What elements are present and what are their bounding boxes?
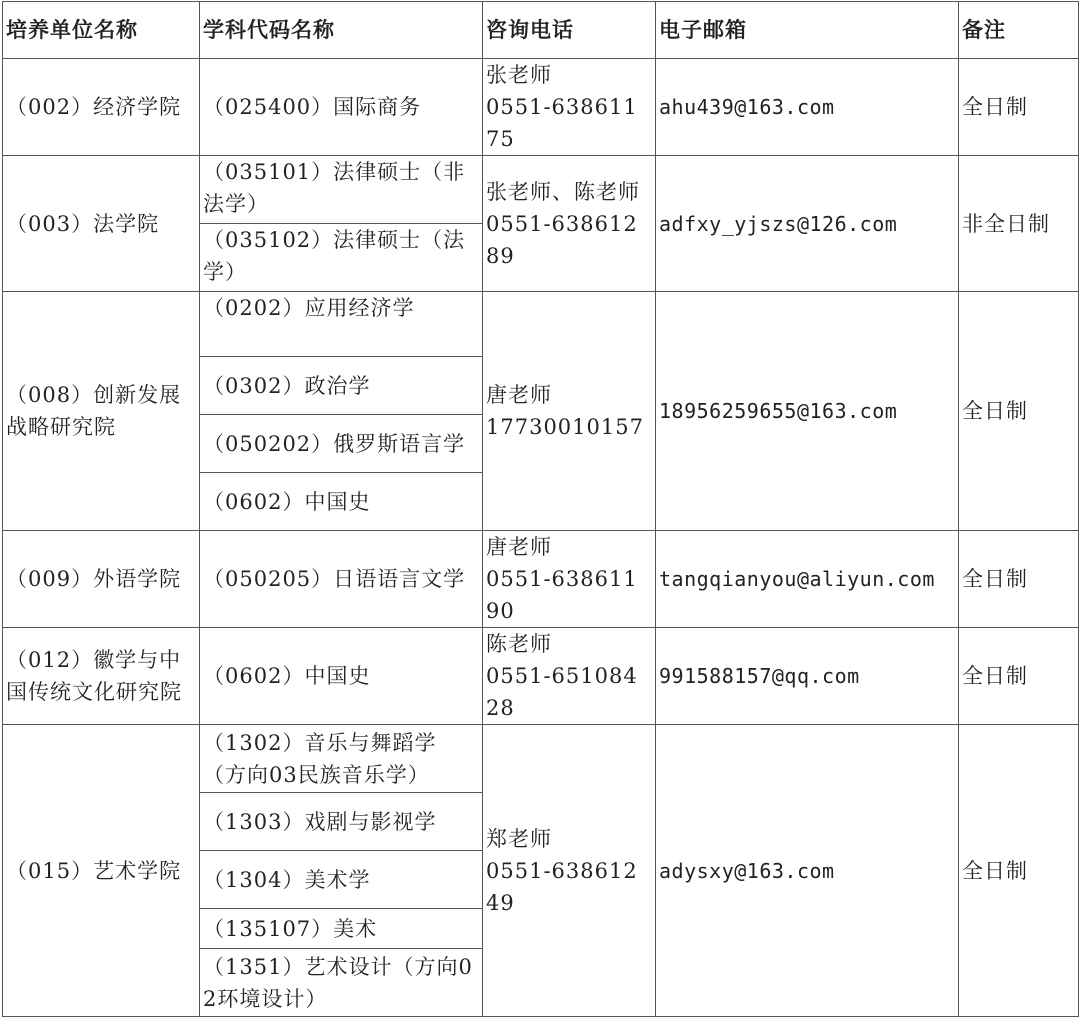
contact-table	[2, 1, 1079, 1017]
table-row	[3, 531, 1079, 628]
header-phone: 咨询电话	[483, 2, 656, 59]
table-row	[3, 725, 1079, 793]
phone-cell	[483, 156, 656, 292]
note-cell: 全日制	[959, 628, 1079, 725]
subject-cell: （050205）日语语言文学	[200, 531, 483, 628]
note-cell: 非全日制	[959, 156, 1079, 292]
subject-cell: （1351）艺术设计（方向02环境设计）	[200, 949, 483, 1017]
subject-cell: （135107）美术	[200, 909, 483, 949]
note-cell: 全日制	[959, 531, 1079, 628]
header-subject: 学科代码名称	[200, 2, 483, 59]
phone-cell	[483, 725, 656, 1017]
note-cell: 全日制	[959, 725, 1079, 1017]
header-email: 电子邮箱	[656, 2, 959, 59]
phone-number: 17730010157	[486, 415, 644, 439]
contact-name: 郑老师	[486, 826, 552, 851]
table-row	[3, 292, 1079, 357]
subject-cell: （050202）俄罗斯语言学	[200, 415, 483, 473]
phone-number: 0551-63861175	[486, 95, 638, 151]
subject-cell: （0302）政治学	[200, 357, 483, 415]
note-cell: 全日制	[959, 292, 1079, 531]
table-row	[3, 628, 1079, 725]
subject-cell: （1302）音乐与舞蹈学（方向03民族音乐学）	[200, 725, 483, 793]
subject-cell: （025400）国际商务	[200, 59, 483, 156]
unit-cell: （002）经济学院	[3, 59, 200, 156]
email-cell: ahu439@163.com	[656, 59, 959, 156]
phone-number: 0551-65108428	[486, 664, 638, 720]
unit-cell: （015）艺术学院	[3, 725, 200, 1017]
header-note: 备注	[959, 2, 1079, 59]
phone-cell	[483, 59, 656, 156]
phone-number: 0551-63861190	[486, 567, 638, 623]
table-row	[3, 156, 1079, 224]
email-cell: tangqianyou@aliyun.com	[656, 531, 959, 628]
header-unit: 培养单位名称	[3, 2, 200, 59]
subject-cell: （035102）法律硕士（法学）	[200, 224, 483, 292]
unit-cell: （012）徽学与中国传统文化研究院	[3, 628, 200, 725]
email-cell: adfxy_yjszs@126.com	[656, 156, 959, 292]
subject-cell: （0202）应用经济学	[200, 292, 483, 357]
unit-cell: （008）创新发展战略研究院	[3, 292, 200, 531]
phone-number: 0551-63861249	[486, 858, 638, 915]
subject-cell: （0602）中国史	[200, 628, 483, 725]
contact-name: 张老师	[486, 63, 552, 87]
subject-cell: （1304）美术学	[200, 851, 483, 909]
contact-name: 唐老师	[486, 535, 552, 559]
phone-number: 0551-63861289	[486, 211, 638, 268]
email-cell: adysxy@163.com	[656, 725, 959, 1017]
phone-cell	[483, 531, 656, 628]
unit-cell: （003）法学院	[3, 156, 200, 292]
phone-cell	[483, 628, 656, 725]
contact-name: 张老师、陈老师	[486, 179, 640, 204]
contact-name: 陈老师	[486, 632, 552, 656]
subject-cell: （035101）法律硕士（非法学）	[200, 156, 483, 224]
note-cell: 全日制	[959, 59, 1079, 156]
table-row	[3, 59, 1079, 156]
header-row	[3, 2, 1079, 59]
email-cell: 18956259655@163.com	[656, 292, 959, 531]
contact-name: 唐老师	[486, 383, 552, 407]
unit-cell: （009）外语学院	[3, 531, 200, 628]
subject-cell: （0602）中国史	[200, 473, 483, 531]
phone-cell	[483, 292, 656, 531]
email-cell: 991588157@qq.com	[656, 628, 959, 725]
subject-cell: （1303）戏剧与影视学	[200, 793, 483, 851]
